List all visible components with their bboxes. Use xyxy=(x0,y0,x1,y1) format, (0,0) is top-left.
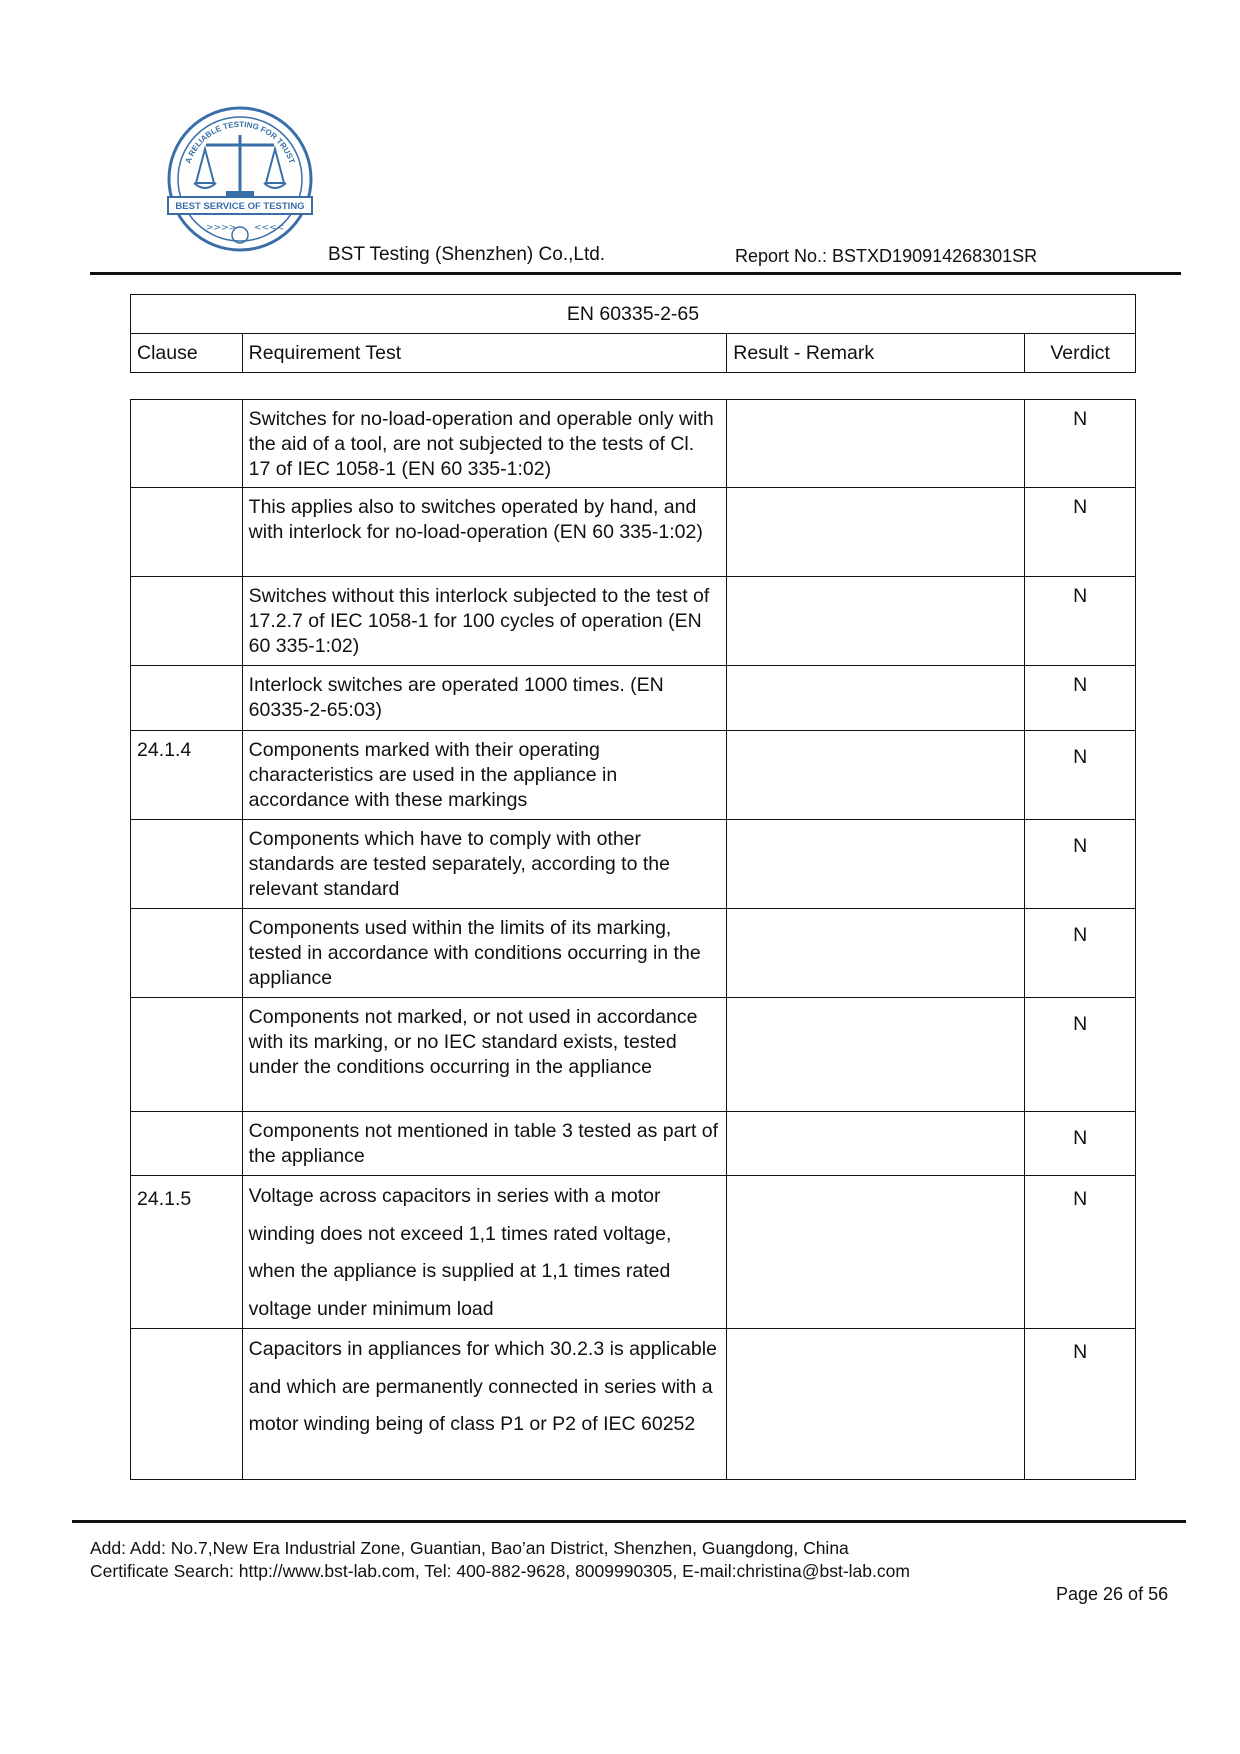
verdict-cell: N xyxy=(1025,577,1136,666)
clause-cell xyxy=(131,666,243,731)
footer-divider xyxy=(72,1520,1186,1523)
remark-cell xyxy=(727,577,1025,666)
svg-text:>>>>: >>>> xyxy=(206,223,237,233)
verdict-cell: N xyxy=(1025,820,1136,909)
table-row xyxy=(131,998,1136,1112)
remark-cell xyxy=(727,488,1025,577)
clause-cell: 24.1.5 xyxy=(131,1176,243,1329)
requirement-cell: Components which have to comply with other standards are tested separately, according to the relevant standard xyxy=(242,820,727,909)
footer-address: Add: Add: No.7,New Era Industrial Zone, Guantian, Bao’an District, Shenzhen, Guangdong, China xyxy=(90,1538,849,1558)
company-name: BST Testing (Shenzhen) Co.,Ltd. xyxy=(328,244,606,265)
table-row xyxy=(131,1112,1136,1176)
table-row xyxy=(131,400,1136,488)
verdict-cell: N xyxy=(1025,1329,1136,1480)
column-header-requirement: Requirement Test xyxy=(242,334,727,373)
remark-cell xyxy=(727,666,1025,731)
remark-cell xyxy=(727,731,1025,820)
requirement-cell: Components not mentioned in table 3 tested as part of the appliance xyxy=(242,1112,727,1176)
verdict-cell: N xyxy=(1025,909,1136,998)
verdict-cell: N xyxy=(1025,998,1136,1112)
clause-cell xyxy=(131,820,243,909)
company-logo-seal xyxy=(166,105,314,253)
table-row xyxy=(131,666,1136,731)
requirements-table xyxy=(130,399,1136,1480)
table-row xyxy=(131,1176,1136,1329)
column-header-clause: Clause xyxy=(131,334,243,373)
requirement-cell: Switches for no-load-operation and operable only with the aid of a tool, are not subjected to the tests of Cl. 17 of IEC 1058-1 (EN 60 335-1:02) xyxy=(242,400,727,488)
footer-certificate-contact: Certificate Search: http://www.bst-lab.com, Tel: 400-882-9628, 8009990305, E-mail:christina@bst-lab.com xyxy=(90,1561,910,1581)
requirement-cell: This applies also to switches operated by hand, and with interlock for no-load-operation (EN 60 335-1:02) xyxy=(242,488,727,577)
requirement-cell: Interlock switches are operated 1000 times. (EN 60335-2-65:03) xyxy=(242,666,727,731)
clause-cell xyxy=(131,577,243,666)
verdict-cell: N xyxy=(1025,400,1136,488)
svg-text:<<<<: <<<< xyxy=(254,223,285,233)
standard-title: EN 60335-2-65 xyxy=(131,295,1136,334)
remark-cell xyxy=(727,909,1025,998)
remark-cell xyxy=(727,1112,1025,1176)
requirement-cell: Voltage across capacitors in series with a motor winding does not exceed 1,1 times rated voltage, when the appliance is supplied at 1,1 times rated voltage under minimum load xyxy=(242,1176,727,1329)
table-row xyxy=(131,909,1136,998)
remark-cell xyxy=(727,998,1025,1112)
requirement-cell: Components not marked, or not used in accordance with its marking, or no IEC standard exists, tested under the conditions occurring in the appliance xyxy=(242,998,727,1112)
verdict-cell: N xyxy=(1025,666,1136,731)
clause-cell xyxy=(131,998,243,1112)
requirement-cell: Components marked with their operating characteristics are used in the appliance in accordance with these markings xyxy=(242,731,727,820)
page-number: Page 26 of 56 xyxy=(1056,1584,1169,1604)
scales-logo-icon xyxy=(166,105,314,253)
verdict-cell: N xyxy=(1025,488,1136,577)
requirement-cell: Switches without this interlock subjected to the test of 17.2.7 of IEC 1058-1 for 100 cycles of operation (EN 60 335-1:02) xyxy=(242,577,727,666)
table-row xyxy=(131,731,1136,820)
column-header-remark: Result - Remark xyxy=(727,334,1025,373)
clause-cell xyxy=(131,1329,243,1480)
remark-cell xyxy=(727,1329,1025,1480)
verdict-cell: N xyxy=(1025,731,1136,820)
svg-text:A RELIABLE TESTING FOR TRUST: A RELIABLE TESTING FOR TRUST xyxy=(183,119,297,165)
header-divider xyxy=(90,272,1181,275)
table-row xyxy=(131,820,1136,909)
svg-text:BEST SERVICE OF TESTING: BEST SERVICE OF TESTING xyxy=(175,201,305,212)
remark-cell xyxy=(727,820,1025,909)
report-number: Report No.: BSTXD190914268301SR xyxy=(735,246,1038,266)
clause-cell xyxy=(131,488,243,577)
table-row xyxy=(131,577,1136,666)
clause-cell xyxy=(131,400,243,488)
clause-cell xyxy=(131,909,243,998)
requirement-cell: Components used within the limits of its marking, tested in accordance with conditions occurring in the appliance xyxy=(242,909,727,998)
requirement-cell: Capacitors in appliances for which 30.2.3 is applicable and which are permanently connected in series with a motor winding being of class P1 or P2 of IEC 60252 xyxy=(242,1329,727,1480)
table-row xyxy=(131,1329,1136,1480)
clause-cell xyxy=(131,1112,243,1176)
column-header-verdict: Verdict xyxy=(1025,334,1136,373)
remark-cell xyxy=(727,1176,1025,1329)
standard-header-table xyxy=(130,294,1136,373)
remark-cell xyxy=(727,400,1025,488)
table-row xyxy=(131,488,1136,577)
verdict-cell: N xyxy=(1025,1112,1136,1176)
clause-cell: 24.1.4 xyxy=(131,731,243,820)
verdict-cell: N xyxy=(1025,1176,1136,1329)
